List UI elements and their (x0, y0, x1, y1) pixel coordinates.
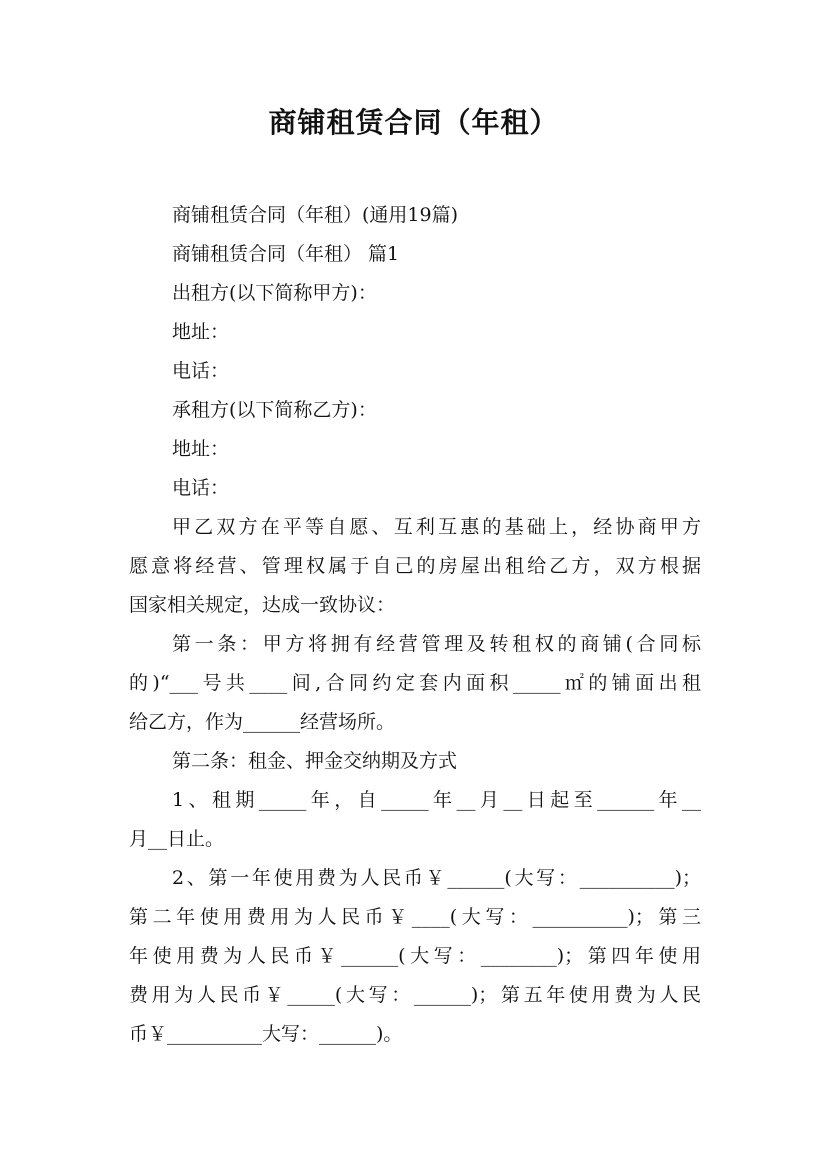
text-line: 国家相关规定，达成一致协议： (129, 594, 396, 616)
text-line: 电话： (172, 360, 230, 382)
text-line: 费用为人民币￥_____(大写：______)；第五年使用费为人民 (129, 984, 701, 1006)
text-line: 给乙方，作为______经营场所。 (129, 711, 396, 733)
text-line: 商铺租赁合同（年租）(通用19篇) (172, 204, 459, 226)
text-line: 商铺租赁合同（年租） 篇1 (172, 243, 400, 265)
text-line: 第二年使用费用为人民币￥____(大写：__________)；第三 (129, 906, 701, 928)
text-line: 愿意将经营、管理权属于自己的房屋出租给乙方，双方根据 (129, 555, 701, 577)
text-line: 出租方(以下简称甲方)： (172, 282, 377, 304)
text-line: 承租方(以下简称乙方)： (172, 399, 377, 421)
text-line: 第二条：租金、押金交纳期及方式 (172, 750, 458, 772)
text-line: 的)“___号共____间,合同约定套内面积_____㎡的铺面出租 (129, 672, 701, 694)
text-line: 币￥__________大写：______)。 (129, 1023, 403, 1045)
text-line: 月__日止。 (129, 828, 225, 850)
text-line: 电话： (172, 477, 230, 499)
text-line: 甲乙双方在平等自愿、互利互惠的基础上，经协商甲方 (172, 516, 701, 538)
text-line: 年使用费为人民币￥______(大写：________)；第四年使用 (129, 945, 701, 967)
document-body (129, 196, 701, 1054)
text-line: 2、第一年使用费为人民币￥______(大写：__________)； (172, 867, 701, 889)
text-line: 第一条：甲方将拥有经营管理及转租权的商铺(合同标 (172, 633, 701, 655)
text-line: 1、租期_____年，自_____年__月__日起至______年__ (172, 789, 701, 811)
text-line: 地址： (172, 438, 230, 460)
text-line: 地址： (172, 321, 230, 343)
document-title: 商铺租赁合同（年租） (268, 106, 559, 139)
